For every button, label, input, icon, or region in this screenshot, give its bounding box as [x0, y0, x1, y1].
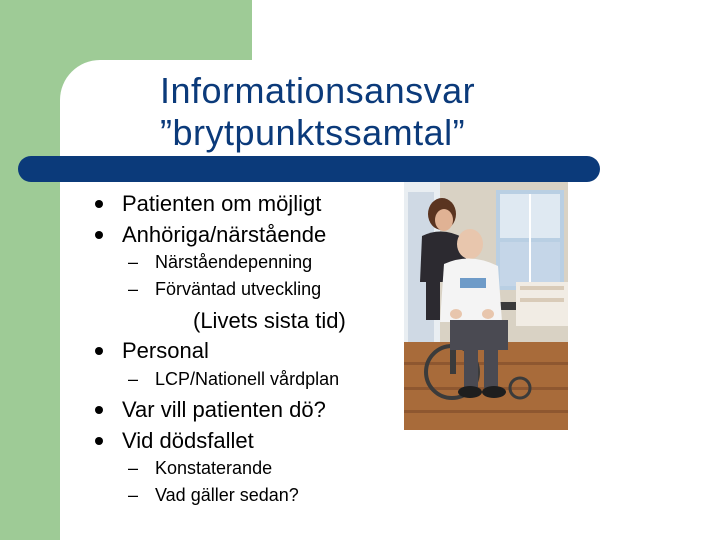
sub-dash: – — [128, 369, 139, 389]
sub-label: Konstaterande — [155, 458, 273, 478]
slide-title — [160, 70, 600, 154]
bullet-dot — [95, 347, 103, 355]
bullet-label: Var vill patienten dö? — [122, 397, 326, 422]
photo-illustration — [404, 182, 568, 430]
bullet-label: Vid dödsfallet — [122, 428, 254, 453]
sub-label: Vad gäller sedan? — [155, 485, 299, 505]
note-text: (Livets sista tid) — [193, 308, 346, 333]
bullet-dot — [95, 437, 103, 445]
title-line-1: Informationsansvar — [160, 70, 476, 111]
title-line-2: ”brytpunktssamtal” — [160, 112, 466, 153]
sub-label: LCP/Nationell vårdplan — [155, 369, 340, 389]
sub-label: Förväntad utveckling — [155, 279, 322, 299]
bullet-label: Anhöriga/närstående — [122, 222, 327, 247]
sub-dash: – — [128, 252, 139, 272]
bullet-dot — [95, 406, 103, 414]
sub-dash: – — [128, 279, 139, 299]
bullet-dot — [95, 231, 103, 239]
photo-caregiver-patient — [404, 182, 568, 430]
bullet-label: Personal — [122, 338, 209, 363]
sub-label: Närståendepenning — [155, 252, 313, 272]
bullet-label: Patienten om möjligt — [122, 191, 322, 216]
sub-dash: – — [128, 485, 139, 505]
sub-dash: – — [128, 458, 139, 478]
title-divider-bar — [18, 156, 600, 182]
bullet-dot — [95, 200, 103, 208]
